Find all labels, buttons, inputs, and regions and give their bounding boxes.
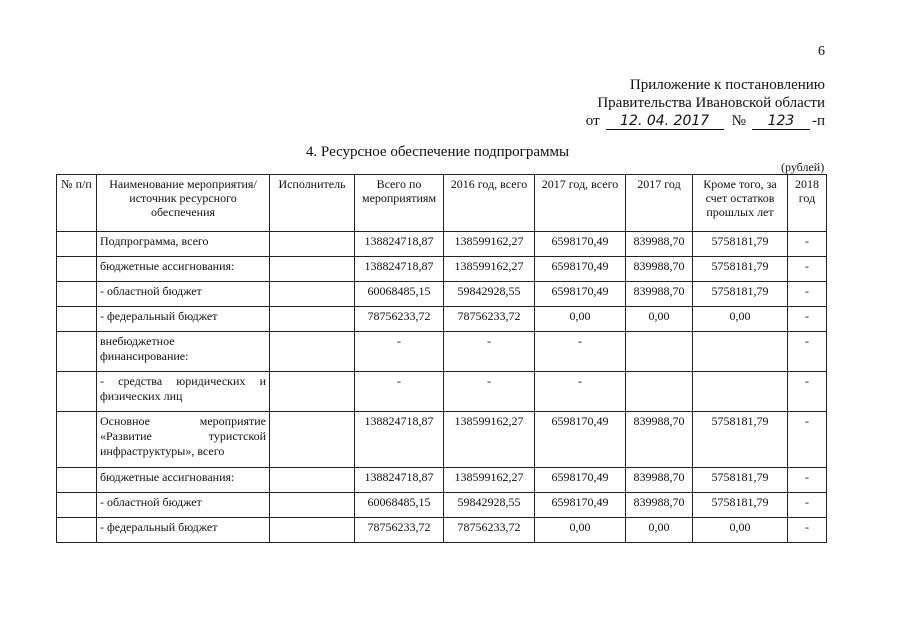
cell-executor [270, 282, 355, 307]
cell-executor [270, 257, 355, 282]
cell-2017-total: 6598170,49 [535, 468, 626, 493]
cell-name-line: - средства юридических и [100, 374, 266, 388]
header-total: Всего по мероприятиям [355, 175, 444, 232]
cell-extra: 5758181,79 [693, 257, 788, 282]
cell-num [57, 257, 97, 282]
cell-2018: - [788, 282, 827, 307]
cell-num [57, 232, 97, 257]
cell-2017-total: - [535, 372, 626, 412]
cell-name: бюджетные ассигнования: [97, 257, 270, 282]
header-num: № п/п [57, 175, 97, 232]
cell-name: - федеральный бюджет [97, 307, 270, 332]
cell-2017-total: 6598170,49 [535, 282, 626, 307]
cell-num [57, 282, 97, 307]
cell-executor [270, 307, 355, 332]
table-row [57, 468, 827, 493]
number-suffix: -п [811, 113, 825, 129]
cell-num [57, 468, 97, 493]
handwritten-number: 123 [752, 114, 810, 130]
cell-2018: - [788, 307, 827, 332]
date-line [586, 112, 825, 130]
table-row [57, 493, 827, 518]
cell-2016: - [444, 332, 535, 372]
cell-name-line: внебюджетное [100, 334, 175, 348]
cell-2017-total: 6598170,49 [535, 493, 626, 518]
cell-2017-total: 6598170,49 [535, 257, 626, 282]
cell-extra: 5758181,79 [693, 468, 788, 493]
cell-name-line: «Развитие туристской [100, 429, 266, 443]
cell-total: 138824718,87 [355, 412, 444, 468]
cell-executor [270, 232, 355, 257]
cell-2017 [626, 332, 693, 372]
cell-name-line: Основное мероприятие [100, 414, 266, 428]
cell-executor [270, 412, 355, 468]
header-name: Наименование мероприятия/источник ресурсного обеспечения [97, 175, 270, 232]
cell-name: - областной бюджет [97, 493, 270, 518]
cell-2017-total: 6598170,49 [535, 412, 626, 468]
cell-name: Подпрограмма, всего [97, 232, 270, 257]
cell-executor [270, 468, 355, 493]
table-header-row [57, 175, 827, 232]
cell-2018: - [788, 372, 827, 412]
cell-total: - [355, 332, 444, 372]
cell-executor [270, 332, 355, 372]
cell-name-line: физических лиц [100, 389, 183, 403]
cell-extra: 5758181,79 [693, 282, 788, 307]
cell-2017: 0,00 [626, 307, 693, 332]
from-label: от [585, 113, 600, 129]
table-row [57, 372, 827, 412]
cell-extra: 5758181,79 [693, 493, 788, 518]
cell-2018: - [788, 332, 827, 372]
cell-2017: 839988,70 [626, 257, 693, 282]
cell-2016: 138599162,27 [444, 412, 535, 468]
cell-name [97, 332, 270, 372]
table-row [57, 232, 827, 257]
cell-num [57, 493, 97, 518]
cell-2017-total: 0,00 [535, 518, 626, 543]
cell-num [57, 518, 97, 543]
cell-extra: 5758181,79 [693, 412, 788, 468]
cell-name: - областной бюджет [97, 282, 270, 307]
cell-total: 138824718,87 [355, 232, 444, 257]
cell-extra: 5758181,79 [693, 232, 788, 257]
header-2016: 2016 год, всего [444, 175, 535, 232]
header-extra: Кроме того, за счет остатков прошлых лет [693, 175, 788, 232]
cell-name-line: финансирование: [100, 349, 189, 363]
cell-2017: 839988,70 [626, 282, 693, 307]
resource-table [56, 174, 827, 543]
cell-extra [693, 332, 788, 372]
cell-2017: 839988,70 [626, 493, 693, 518]
cell-2016: 138599162,27 [444, 232, 535, 257]
cell-total: - [355, 372, 444, 412]
section-title: 4. Ресурсное обеспечение подпрограммы [305, 144, 570, 160]
cell-2018: - [788, 468, 827, 493]
cell-2017: 839988,70 [626, 232, 693, 257]
table-row [57, 412, 827, 468]
cell-2017: 839988,70 [626, 412, 693, 468]
cell-2018: - [788, 412, 827, 468]
header-line-1: Приложение к постановлению [629, 77, 825, 93]
cell-num [57, 372, 97, 412]
cell-name [97, 372, 270, 412]
header-2018: 2018 год [788, 175, 827, 232]
cell-total: 138824718,87 [355, 257, 444, 282]
table-row [57, 518, 827, 543]
table-row [57, 307, 827, 332]
handwritten-date: 12. 04. 2017 [606, 114, 724, 130]
cell-2016: 78756233,72 [444, 307, 535, 332]
unit-label: (рублей) [781, 160, 825, 174]
cell-num [57, 307, 97, 332]
cell-total: 78756233,72 [355, 307, 444, 332]
cell-total: 138824718,87 [355, 468, 444, 493]
cell-2017-total: - [535, 332, 626, 372]
cell-name: бюджетные ассигнования: [97, 468, 270, 493]
cell-extra: 0,00 [693, 518, 788, 543]
table-row [57, 257, 827, 282]
table-row [57, 332, 827, 372]
document-header [586, 76, 825, 130]
cell-executor [270, 493, 355, 518]
number-label: № [731, 113, 746, 129]
cell-2016: 138599162,27 [444, 257, 535, 282]
cell-2017: 839988,70 [626, 468, 693, 493]
cell-2018: - [788, 232, 827, 257]
cell-2017 [626, 372, 693, 412]
cell-total: 60068485,15 [355, 282, 444, 307]
page-number: 6 [818, 44, 825, 59]
cell-2018: - [788, 257, 827, 282]
header-2017: 2017 год [626, 175, 693, 232]
header-line-2: Правительства Ивановской области [597, 95, 825, 111]
cell-2018: - [788, 518, 827, 543]
cell-name-line: инфраструктуры», всего [100, 444, 225, 458]
cell-executor [270, 372, 355, 412]
cell-2016: - [444, 372, 535, 412]
cell-2017: 0,00 [626, 518, 693, 543]
cell-num [57, 332, 97, 372]
cell-num [57, 412, 97, 468]
cell-total: 78756233,72 [355, 518, 444, 543]
cell-2016: 59842928,55 [444, 493, 535, 518]
cell-executor [270, 518, 355, 543]
cell-extra [693, 372, 788, 412]
cell-extra: 0,00 [693, 307, 788, 332]
cell-name [97, 412, 270, 468]
table-row [57, 282, 827, 307]
cell-total: 60068485,15 [355, 493, 444, 518]
cell-2016: 78756233,72 [444, 518, 535, 543]
cell-2016: 59842928,55 [444, 282, 535, 307]
cell-2016: 138599162,27 [444, 468, 535, 493]
header-2017-total: 2017 год, всего [535, 175, 626, 232]
header-executor: Исполнитель [270, 175, 355, 232]
cell-2017-total: 0,00 [535, 307, 626, 332]
cell-2017-total: 6598170,49 [535, 232, 626, 257]
cell-2018: - [788, 493, 827, 518]
cell-name: - федеральный бюджет [97, 518, 270, 543]
